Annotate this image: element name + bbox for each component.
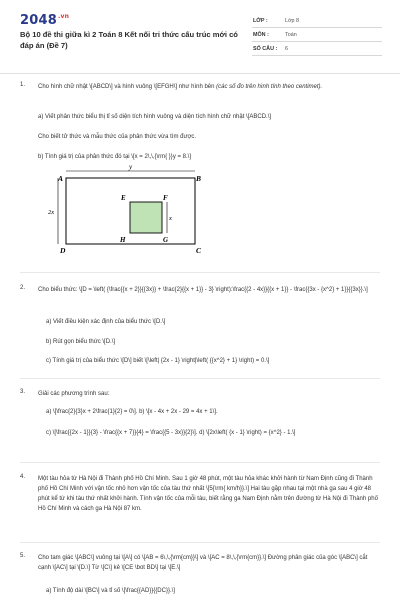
meta-row-subject xyxy=(252,28,382,42)
vertex-c-label: C xyxy=(196,246,202,255)
question-1-note: (các số đo trên hình tính theo centimet). xyxy=(216,84,323,90)
meta-value: Toán xyxy=(284,28,382,42)
question-number: 3. xyxy=(20,389,26,395)
question-4-text: Một tàu hỏa từ Hà Nội đi Thành phố Hồ Chí Minh. Sau 1 giờ 48 phút, một tàu hỏa khác khởi hành từ Nam Định cũng đi Thành phố Hồ Chí Minh với vận tốc nhỏ hơn vận tốc của tàu thứ nhất \[5{\rm{ km/h}}.\] Hai tàu gặp nhau tại một nhà ga sau 4 giờ 48 phút kể từ khi tàu thứ nhất khởi hành. Tính vận tốc của mỗi tàu, biết rằng ga Nam Định nằm trên đường từ Hà Nội đi Thành phố Hồ Chí Minh và cách ga Hà Nội 87 km. xyxy=(38,476,378,512)
question-5-text: Cho tam giác \[ABC\] vuông tại \[A\] có \[AB = 6\,\,{\rm{cm}}\] và \[AC = 8\,\,{\rm{cm}}.\] Đường phân giác của góc \[ABC\] cắt cạnh \[AC\] tại \[D.\] Từ \[C\] kẻ \[CE \bot BD\] tại \[E.\] xyxy=(38,555,368,571)
question-divider xyxy=(20,378,380,379)
question-5-part-a: a) Tính độ dài \[BC\] và tỉ số \[\frac{{AD}}{{DC}}.\] xyxy=(46,588,175,594)
question-2-part-c: c) Tính giá trị của biểu thức \[D\] biết \[\left| {2x - 1} \right|\left( {{x^2} + 1} \right) = 0.\] xyxy=(46,358,270,364)
question-1-text xyxy=(38,82,378,92)
vertex-f-label: F xyxy=(163,194,168,202)
header-divider xyxy=(0,73,400,74)
question-number: 5. xyxy=(20,553,26,559)
label-2x: 2x xyxy=(48,209,55,216)
question-2-part-a: a) Viết điều kiện xác định của biểu thức \[D.\] xyxy=(46,319,166,325)
vertex-h-label: H xyxy=(120,236,126,244)
question-2-part-b: b) Rút gọn biểu thức \[D.\] xyxy=(46,339,116,345)
vertex-a-label: A xyxy=(58,174,64,183)
vertex-b-label: B xyxy=(196,174,202,183)
meta-label: MÔN : xyxy=(252,28,284,42)
square-efgh xyxy=(130,202,162,233)
vertex-d-label: D xyxy=(60,246,66,255)
meta-row-class xyxy=(252,14,382,28)
question-number: 1. xyxy=(20,82,26,88)
site-logo[interactable] xyxy=(20,13,69,28)
question-divider xyxy=(20,272,380,273)
question-1-part-a: a) Viết phân thức biểu thị tỉ số diện tích hình vuông và diện tích hình chữ nhật \[ABCD.\] xyxy=(38,114,272,120)
question-divider xyxy=(20,462,380,463)
question-1-stem: Cho hình chữ nhật \[ABCD\] và hình vuông \[EFGH\] như hình bên xyxy=(38,84,215,90)
rectangle-square-figure xyxy=(48,165,208,257)
meta-label: SỐ CÂU : xyxy=(252,42,284,56)
question-3-part-ab: a) \[\frac{2}{3}x + 2\frac{1}{2} = 0\]. b) \[x - 4x + 2x - 29 = 4x + 1\]. xyxy=(46,409,218,415)
label-y: y xyxy=(129,165,133,171)
meta-value: Lớp 8 xyxy=(284,14,382,28)
question-number: 4. xyxy=(20,474,26,480)
question-3-text: Giải các phương trình sau: xyxy=(38,391,110,397)
logo-suffix: .vn xyxy=(57,13,70,20)
logo-text: 2048 xyxy=(20,13,57,28)
question-number: 2. xyxy=(20,285,26,291)
question-2-text: Cho biểu thức: \[D = \left( {\frac{{x + 2}}{{3x}} + \frac{2}{{x + 1}} - 3} \right):\frac{{2 - 4x}}{{x + 1}} - \frac{{3x - {x^2} + 1}}{{3x}}.\] xyxy=(38,287,368,293)
question-1-part-a-note: Cho biết tử thức và mẫu thức của phân thức vừa tìm được. xyxy=(38,134,197,140)
vertex-e-label: E xyxy=(121,194,126,202)
label-x: x xyxy=(169,215,172,222)
question-1-part-b: b) Tính giá trị của phân thức đó tại \[x = 2\,\,{\rm{ }}y = 8.\] xyxy=(38,154,191,160)
document-meta-table xyxy=(252,14,382,56)
question-3-part-cd: c) \[\frac{{2x - 1}}{3} - \frac{{x + 7}}{4} = \frac{{5 - 3x}}{2}\]. d) \[2x\left( {x - 1} \right) = {x^2} - 1.\] xyxy=(46,430,296,436)
document-title: Bộ 10 đề thi giữa kì 2 Toán 8 Kết nối tri thức cấu trúc mới có đáp án (Đề 7) xyxy=(20,30,238,50)
vertex-g-label: G xyxy=(163,236,169,244)
meta-label: LỚP : xyxy=(252,14,284,28)
meta-row-question-count xyxy=(252,42,382,56)
question-divider xyxy=(20,542,380,543)
meta-value: 6 xyxy=(284,42,382,56)
